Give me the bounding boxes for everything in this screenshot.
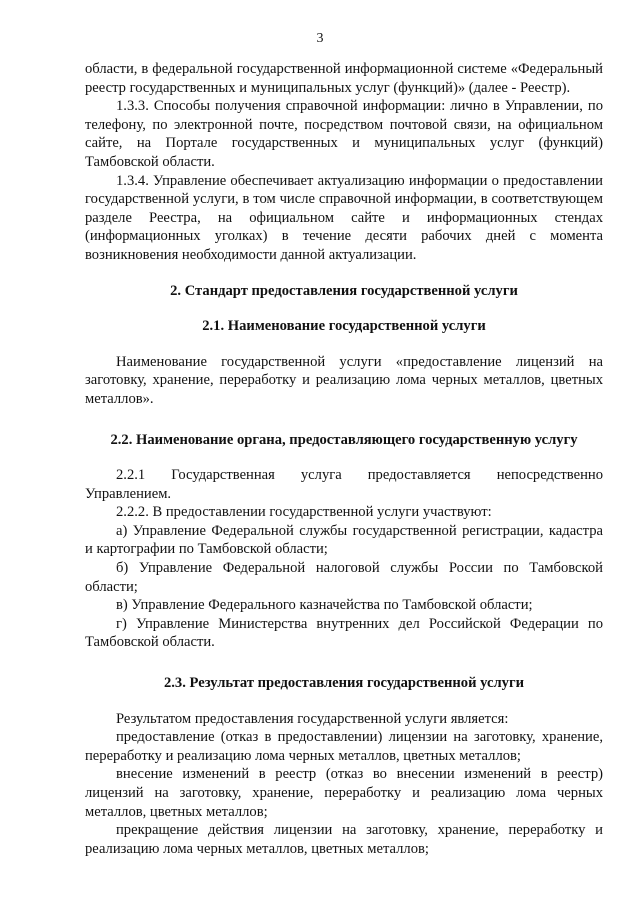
paragraph: в) Управление Федерального казначейства по Тамбовской области;: [116, 597, 533, 614]
paragraph: 1.3.3. Способы получения справочной информации: лично в Управлении, по телефону, по электронной почте, посредством почтовой связи, на официальном сайте, на Портале государственных и муниципальных услуг (функций) Тамбовской области.: [85, 98, 603, 170]
paragraph: г) Управление Министерства внутренних дел Российской Федерации по Тамбовской области.: [85, 615, 603, 651]
subsection-heading: 2.2. Наименование органа, предоставляющего государственную услугу: [110, 431, 578, 448]
paragraph: Результатом предоставления государственной услуги является:: [116, 710, 509, 727]
paragraph: 2.2.1 Государственная услуга предоставляется непосредственно Управлением.: [85, 467, 603, 502]
paragraph: прекращение действия лицензии на заготовку, хранение, переработку и реализацию лома черных металлов, цветных металлов;: [85, 822, 603, 857]
paragraph: 1.3.4. Управление обеспечивает актуализацию информации о предоставлении государственной услуги, в том числе справочной информации, в соответствующем разделе Реестра, на официальном сайте и информационных стендах (информационных уголках) в течение десяти рабочих дней с момента возникновения необходимости данной актуализации.: [85, 172, 603, 263]
document-body: [85, 60, 603, 858]
paragraph: б) Управление Федеральной налоговой службы России по Тамбовской области;: [85, 560, 603, 595]
paragraph: предоставление (отказ в предоставлении) лицензии на заготовку, хранение, переработку и реализацию лома черных металлов, цветных металлов;: [85, 729, 603, 764]
paragraph: Наименование государственной услуги «предоставление лицензий на заготовку, хранение, переработку и реализацию лома черных металлов, цветных металлов».: [85, 353, 603, 407]
paragraph: а) Управление Федеральной службы государственной регистрации, кадастра и картографии по Тамбовской области;: [85, 522, 603, 558]
paragraph: 2.2.2. В предоставлении государственной услуги участвуют:: [116, 504, 492, 521]
page-number: 3: [316, 31, 324, 46]
paragraph: области, в федеральной государственной информационной системе «Федеральный реестр государственных и муниципальных услуг (функций)» (далее - Реестр).: [85, 61, 603, 96]
section-heading: 2. Стандарт предоставления государственной услуги: [170, 282, 518, 299]
paragraph: внесение изменений в реестр (отказ во внесении изменений в реестр) лицензий на заготовку, хранение, переработку и реализацию лома черных металлов, цветных металлов;: [85, 766, 603, 820]
subsection-heading: 2.1. Наименование государственной услуги: [202, 318, 486, 335]
subsection-heading: 2.3. Результат предоставления государственной услуги: [163, 675, 525, 692]
